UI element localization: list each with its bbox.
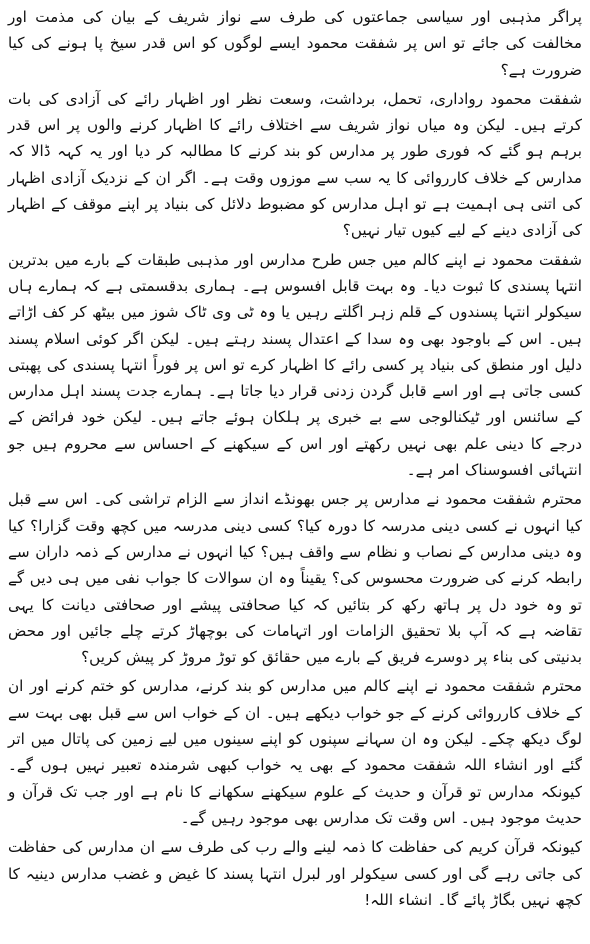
paragraph-4: محترم شفقت محمود نے مدارس پر جس بھونڈے انداز سے الزام تراشی کی۔ اس سے قبل کیا انہوں نے کسی دینی مدرسہ کا دورہ کیا؟ کسی دینی مدرسہ میں کچھ وقت گزارا؟ کیا وہ دینی مدارس کے نصاب و نظام سے واقف ہیں؟ کیا انہوں نے مدارس کے ذمہ داران سے رابطہ کرنے کی ضرورت محسوس کی؟ یقیناً وہ ان سوالات کا جواب نفی میں ہی دیں گے تو وہ خود دل پر ہاتھ رکھ کر بتائیں کہ کیا صحافتی پیشے اور صحافتی دیانت کا یہی تقاضہ ہے کہ آپ بلا تحقیق الزامات اور اتہامات کی بوچھاڑ کرتے چلے جائیں اور محض بدنیتی کی بناء پر دوسرے فریق کے بارے میں حقائق کو توڑ مروڑ کر پیش کریں؟	[8, 490, 582, 667]
paragraph-3: شفقت محمود نے اپنے کالم میں جس طرح مدارس اور مذہبی طبقات کے بارے میں بدترین انتہا پسندی کا ثبوت دیا۔ وہ بہت قابل افسوس ہے۔ ہماری بدقسمتی ہے کہ ہمارے ہاں سیکولر انتہا پسندوں کے قلم زہر اگلتے رہیں یا وہ ٹی وی ٹاک شوز میں بیٹھ کر کف اڑاتے ہیں۔ اس کے باوجود بھی وہ سدا کے اعتدال پسند رہتے ہیں۔ لیکن اگر کوئی اسلام پسند دلیل اور منطق کی بنیاد پر کسی رائے کا اظہار کرے تو اس پر فوراً انتہا پسندی کی پھبتی کسی جاتی ہے اور اسے قابل گردن زدنی قرار دیا جاتا ہے۔ ہمارے جدت پسند اہل مدارس کے سائنس اور ٹیکنالوجی سے بے خبری پر ہلکان ہوئے جاتے ہیں۔ لیکن خود فرائض کے درجے کا دینی علم بھی نہیں رکھتے اور اس کے سیکھنے کے احساس سے محروم ہیں جو انتہائی افسوسناک امر ہے۔	[8, 250, 582, 480]
paragraph-6: کیونکہ قرآن کریم کی حفاظت کا ذمہ لینے والے رب کی طرف سے ان مدارس کی حفاظت کی جاتی رہے گی اور کسی سیکولر اور لبرل انتہا پسند کا غیض و غضب مدارس دینیہ کا کچھ نہیں بگاڑ پائے گا۔ انشاء اللہ!	[8, 838, 582, 909]
paragraph-2: شفقت محمود رواداری، تحمل، برداشت، وسعت نظر اور اظہار رائے کی آزادی کی بات کرتے ہیں۔ لیکن وہ میاں نواز شریف سے اختلاف رائے کا اظہار کرنے والوں پر اس قدر برہم ہو گئے کہ فوری طور پر مدارس کو بند کرنے کا مطالبہ کر دیا اور یہ کہہ ڈالا کہ مدارس کے خلاف کارروائی کا یہ سب سے موزوں وقت ہے۔ اگر ان کے نزدیک آزادی اظہار کی اتنی ہی اہمیت ہے تو اہل مدارس کو مضبوط دلائل کی بنیاد پر اپنے موقف کے اظہار کی آزادی دینے کے لیے کیوں تیار نہیں؟	[8, 89, 582, 240]
paragraph-1: پراگر مذہبی اور سیاسی جماعتوں کی طرف سے نواز شریف کے بیان کی مذمت اور مخالفت کی جائے تو اس پر شفقت محمود ایسے لوگوں کو اس قدر سیخ پا ہونے کی کیا ضرورت ہے؟	[8, 8, 582, 79]
paragraph-5: محترم شفقت محمود نے اپنے کالم میں مدارس کو بند کرنے، مدارس کو ختم کرنے اور ان کے خلاف کارروائی کرنے کے جو خواب دیکھے ہیں۔ ان کے خواب اس سے قبل بھی بہت سے لوگ دیکھ چکے۔ لیکن وہ ان سہانے سپنوں کو اپنے سینوں میں لیے زمین کی پاتال میں اتر گئے اور انشاء اللہ شفقت محمود کے بھی یہ خواب کبھی شرمندہ تعبیر نہیں ہوں گے۔ کیونکہ مدارس تو قرآن و حدیث کے علوم سیکھنے سکھانے کا نام ہے اور جب تک قرآن و حدیث موجود ہیں۔ اس وقت تک مدارس بھی موجود رہیں گے۔	[8, 677, 582, 827]
